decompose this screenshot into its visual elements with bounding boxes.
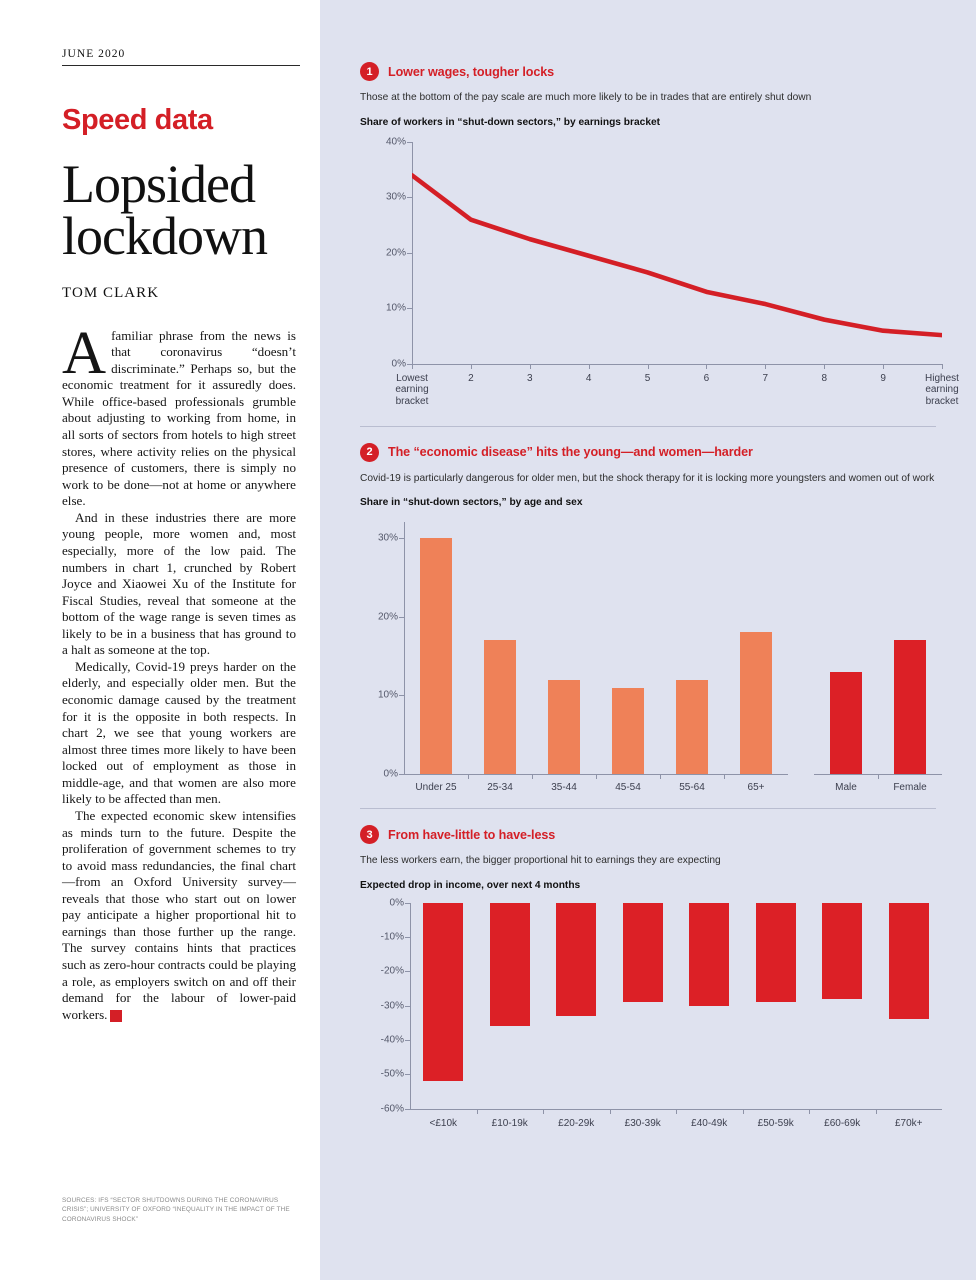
chart-1-x-tick bbox=[530, 364, 531, 369]
chart-1-x-tick bbox=[824, 364, 825, 369]
chart-3-y-axis bbox=[410, 903, 411, 1109]
chart-1-header bbox=[360, 62, 936, 81]
chart-3-y-tick bbox=[405, 1006, 410, 1007]
chart-1-x-tick-label: 8 bbox=[821, 372, 827, 384]
chart-3-y-tick bbox=[405, 1040, 410, 1041]
headline-line-1: Lopsided bbox=[62, 154, 255, 214]
body-paragraph: Afamiliar phrase from the news is that coronavirus “doesn’t discriminate.” Perhaps so, but the economic treatment for it assuredly does. While office-based professionals grumble about adjusting to working from home, in all sorts of sectors from hotels to high street stores, where activity relies on the physical presence of customers, there is simply no work to be done—not at home or anywhere else. bbox=[62, 319, 296, 509]
chart-1-x-tick bbox=[765, 364, 766, 369]
chart-3-y-tick-label: -20% bbox=[380, 965, 404, 977]
chart-2-bar bbox=[740, 632, 772, 774]
chart-2-x-tick bbox=[660, 774, 661, 779]
byline: TOM CLARK bbox=[62, 284, 160, 301]
chart-3-x-tick bbox=[610, 1109, 611, 1114]
chart-2-y-tick-label: 30% bbox=[377, 532, 398, 544]
chart-1-x-tick bbox=[706, 364, 707, 369]
chart-2-x-tick bbox=[532, 774, 533, 779]
chart-1-y-tick-label: 10% bbox=[385, 302, 406, 314]
issue-date-block bbox=[62, 48, 296, 66]
chart-3-x-tick bbox=[477, 1109, 478, 1114]
prospect-endmark-icon: P bbox=[110, 1010, 122, 1022]
chart-1-axis-title: Share of workers in “shut-down sectors,” by earnings bracket bbox=[360, 116, 661, 128]
chart-3-x-tick-label: £70k+ bbox=[894, 1117, 923, 1129]
chart-1-x-tick-label: 3 bbox=[526, 372, 533, 384]
chart-2-bar bbox=[612, 688, 644, 775]
headline-line-2: lockdown bbox=[62, 205, 267, 266]
chart-2-x-tick bbox=[596, 774, 597, 779]
chart-2-divider bbox=[360, 808, 936, 809]
chart-3-y-tick bbox=[405, 1074, 410, 1075]
chart-2-x-tick bbox=[468, 774, 469, 779]
chart-2-y-tick-label: 10% bbox=[377, 689, 398, 701]
chart-2-bar bbox=[420, 538, 452, 774]
chart-3-x-tick-label: £20-29k bbox=[558, 1117, 595, 1129]
chart-1-y-tick-label: 30% bbox=[385, 191, 406, 203]
chart-3-bar bbox=[490, 903, 530, 1027]
chart-3-title: From have-little to have-less bbox=[388, 827, 556, 842]
chart-2-x-tick-label: 25-34 bbox=[487, 782, 513, 794]
chart-2-subtitle: Covid-19 is particularly dangerous for older men, but the shock therapy for it is locking more youngsters and women out of work bbox=[360, 472, 935, 484]
chart-3-x-tick-label: £30-39k bbox=[624, 1117, 661, 1129]
chart-block-3 bbox=[360, 825, 936, 1129]
chart-2-bar bbox=[676, 680, 708, 775]
chart-2-x-tick bbox=[878, 774, 879, 779]
article-column bbox=[0, 0, 320, 1280]
chart-3-y-tick-label: -10% bbox=[380, 931, 404, 943]
chart-1-x-tick-label: Highest earning bracket bbox=[925, 372, 959, 408]
chart-1-x-tick bbox=[648, 364, 649, 369]
chart-2-x-tick-label: 65+ bbox=[747, 782, 765, 794]
chart-1-x-tick-label: Lowest earning bracket bbox=[395, 372, 429, 408]
chart-3-x-tick bbox=[743, 1109, 744, 1114]
chart-2-y-axis bbox=[404, 522, 405, 774]
chart-2-x-tick-label: 35-44 bbox=[551, 782, 577, 794]
chart-3-x-tick bbox=[876, 1109, 877, 1114]
chart-1-x-tick bbox=[412, 364, 413, 369]
chart-2-x-tick-label: Male bbox=[835, 782, 857, 794]
chart-3-y-tick bbox=[405, 971, 410, 972]
chart-block-2 bbox=[360, 443, 936, 810]
chart-2-y-tick-label: 20% bbox=[377, 611, 398, 623]
chart-3-bar bbox=[822, 903, 862, 999]
page-title bbox=[62, 154, 320, 266]
chart-1-y-tick-label: 20% bbox=[385, 247, 406, 259]
chart-1-x-tick-label: 4 bbox=[585, 372, 592, 384]
chart-3-bar bbox=[423, 903, 463, 1082]
chart-3-plot bbox=[380, 897, 942, 1129]
chart-2-bar bbox=[484, 640, 516, 774]
chart-3-y-tick-label: 0% bbox=[389, 897, 404, 909]
chart-2-plot bbox=[377, 522, 942, 794]
chart-3-bar bbox=[623, 903, 663, 1003]
chart-3-x-tick-label: £60-69k bbox=[824, 1117, 861, 1129]
chart-3-y-tick bbox=[405, 903, 410, 904]
chart-3-bar bbox=[556, 903, 596, 1016]
chart-3-x-tick bbox=[676, 1109, 677, 1114]
chart-2-bar bbox=[830, 672, 862, 774]
chart-1-x-tick-label: 5 bbox=[644, 372, 651, 384]
chart-1-y-tick-label: 40% bbox=[385, 136, 406, 148]
chart-3-x-tick bbox=[809, 1109, 810, 1114]
chart-3-x-tick bbox=[543, 1109, 544, 1114]
chart-3-axis-title: Expected drop in income, over next 4 months bbox=[360, 879, 581, 891]
chart-2-y-tick bbox=[399, 617, 404, 618]
chart-1-subtitle: Those at the bottom of the pay scale are much more likely to be in trades that are entirely shut down bbox=[360, 92, 812, 103]
issue-date: JUNE 2020 bbox=[62, 48, 126, 60]
chart-3-bar bbox=[689, 903, 729, 1006]
body-paragraph: And in these industries there are more young people, more women and, most especially, more of the low paid. The numbers in chart 1, crunched by Robert Joyce and Xiaowei Xu of the Institute for Fiscal Studies, reveal that someone at the bottom of the wage range is seven times as likely to be in a business that has ground to a halt as someone at the top. bbox=[62, 509, 296, 658]
sources-note: SOURCES: IFS “SECTOR SHUTDOWNS DURING THE CORONAVIRUS CRISIS”; UNIVERSITY OF OXFORD “INEQUALITY IN THE IMPACT OF THE CORONAVIRUS SHOCK” bbox=[62, 1197, 290, 1223]
charts-panel bbox=[320, 0, 976, 1280]
chart-3-x-tick-label: £50-59k bbox=[757, 1117, 794, 1129]
chart-3-x-tick-label: £10-19k bbox=[491, 1117, 528, 1129]
chart-3-subtitle: The less workers earn, the bigger proportional hit to earnings they are expecting bbox=[360, 855, 721, 867]
chart-2-x-tick-label: 45-54 bbox=[615, 782, 641, 794]
chart-2-number-badge: 2 bbox=[360, 443, 379, 462]
chart-2-x-tick-label: 55-64 bbox=[679, 782, 705, 794]
body-paragraph: Medically, Covid-19 preys harder on the elderly, and especially older men. But the economic damage caused by the treatment for it is the opposite in both respects. In chart 2, we see that young workers are almost three times more likely to have been locked out of employment as those in middle-age, and that women are also more likely to be affected than men. bbox=[62, 658, 296, 807]
chart-2-y-tick-label: 0% bbox=[383, 768, 398, 780]
chart-1-x-tick bbox=[883, 364, 884, 369]
chart-1-x-tick bbox=[589, 364, 590, 369]
chart-3-number-badge: 3 bbox=[360, 825, 379, 844]
chart-2-bar bbox=[548, 680, 580, 775]
header-rule bbox=[62, 65, 300, 66]
chart-2-x-tick-label: Under 25 bbox=[415, 782, 457, 794]
chart-1-x-tick bbox=[471, 364, 472, 369]
chart-1-x-tick-label: 6 bbox=[703, 372, 710, 384]
chart-3-x-tick-label: £40-49k bbox=[691, 1117, 728, 1129]
chart-2-bar bbox=[894, 640, 926, 774]
chart-2-axis-title: Share in “shut-down sectors,” by age and sex bbox=[360, 497, 583, 509]
chart-1-x-tick-label: 7 bbox=[762, 372, 769, 384]
chart-1-x-tick-label: 2 bbox=[468, 372, 474, 384]
chart-block-1 bbox=[360, 62, 959, 427]
chart-2-y-tick bbox=[399, 695, 404, 696]
body-paragraph-text: The expected economic skew intensifies as minds turn to the future. Despite the proliferation of government schemes to try to avoid mass redundancies, the final chart—from an Oxford University survey—reveals that those who start out on lower pay anticipate a higher proportional hit to earnings than those further up the range. The survey contains hints that practices such as zero-hour contracts could be playing a role, as employers switch on and off their demand for the labour of lower-paid workers. bbox=[62, 807, 296, 1022]
section-label: Speed data bbox=[62, 104, 213, 136]
chart-3-header bbox=[360, 825, 936, 844]
chart-3-y-tick-label: -40% bbox=[380, 1034, 404, 1046]
chart-1-plot bbox=[385, 136, 959, 408]
chart-1-divider bbox=[360, 426, 936, 427]
chart-1-x-axis bbox=[412, 364, 942, 365]
article-body bbox=[62, 319, 296, 1024]
chart-1-x-tick bbox=[942, 364, 943, 369]
chart-2-y-tick bbox=[399, 538, 404, 539]
chart-1-y-tick-label: 0% bbox=[391, 358, 406, 370]
chart-1-number-badge: 1 bbox=[360, 62, 379, 81]
chart-1-line-series bbox=[412, 142, 942, 364]
chart-3-y-tick bbox=[405, 937, 410, 938]
chart-3-y-tick-label: -30% bbox=[380, 1000, 404, 1012]
chart-3-bar bbox=[756, 903, 796, 1003]
chart-3-y-tick-label: -50% bbox=[380, 1068, 404, 1080]
chart-3-bar bbox=[889, 903, 929, 1020]
chart-2-x-tick-label: Female bbox=[893, 782, 927, 794]
chart-1-title: Lower wages, tougher locks bbox=[388, 64, 555, 79]
chart-3-y-tick-label: -60% bbox=[380, 1103, 404, 1115]
chart-3-x-tick-label: <£10k bbox=[429, 1117, 458, 1129]
chart-1-x-tick-label: 9 bbox=[880, 372, 886, 384]
chart-2-header bbox=[360, 443, 936, 462]
chart-2-x-tick bbox=[724, 774, 725, 779]
chart-2-title: The “economic disease” hits the young—and women—harder bbox=[388, 445, 753, 460]
body-paragraph bbox=[62, 808, 296, 1023]
